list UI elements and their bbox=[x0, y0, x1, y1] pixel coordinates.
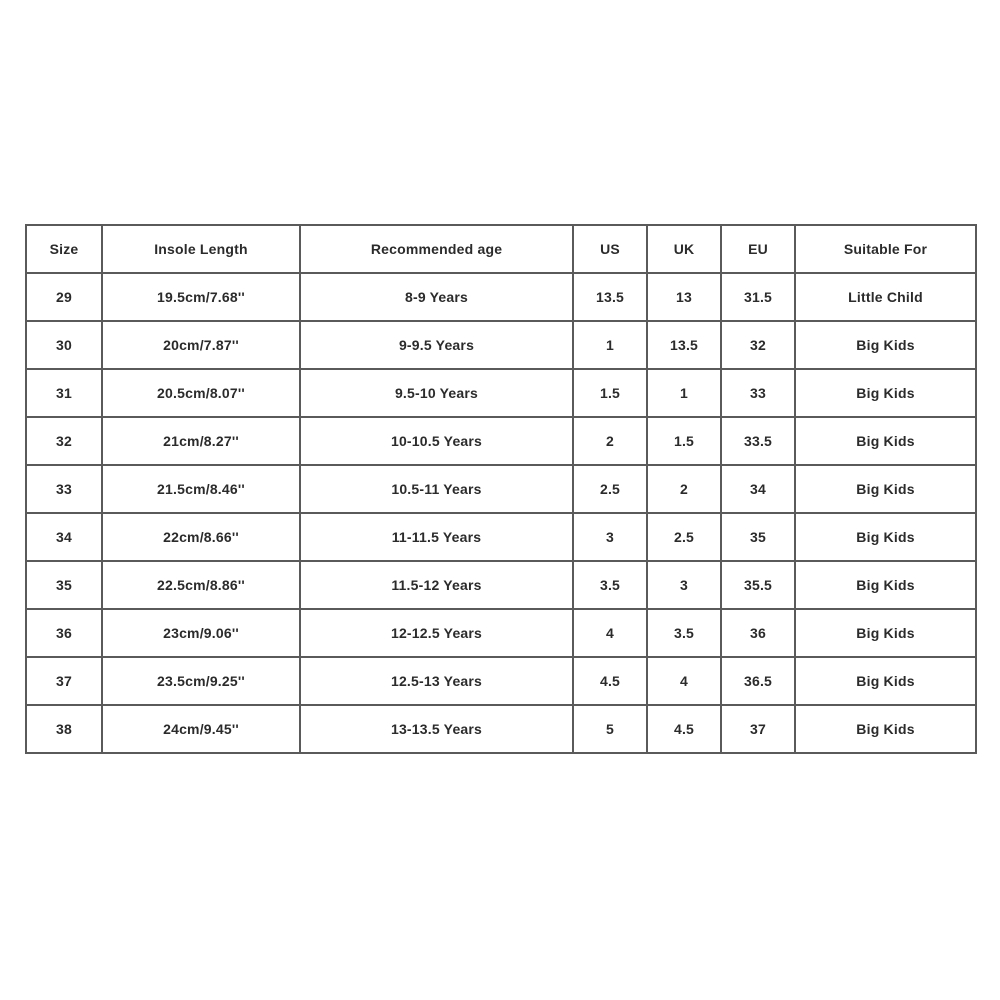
cell-insole-length: 20.5cm/8.07'' bbox=[102, 369, 300, 417]
cell-size: 31 bbox=[26, 369, 102, 417]
cell-eu: 31.5 bbox=[721, 273, 795, 321]
table-row bbox=[26, 561, 976, 609]
table-row bbox=[26, 417, 976, 465]
cell-uk: 2 bbox=[647, 465, 721, 513]
cell-recommended-age: 12.5-13 Years bbox=[300, 657, 573, 705]
cell-recommended-age: 12-12.5 Years bbox=[300, 609, 573, 657]
cell-size: 32 bbox=[26, 417, 102, 465]
cell-size: 30 bbox=[26, 321, 102, 369]
cell-suitable-for: Big Kids bbox=[795, 465, 976, 513]
cell-recommended-age: 9.5-10 Years bbox=[300, 369, 573, 417]
cell-uk: 2.5 bbox=[647, 513, 721, 561]
cell-size: 33 bbox=[26, 465, 102, 513]
cell-eu: 33.5 bbox=[721, 417, 795, 465]
header-insole-length: Insole Length bbox=[102, 225, 300, 273]
cell-suitable-for: Big Kids bbox=[795, 705, 976, 753]
cell-size: 36 bbox=[26, 609, 102, 657]
cell-eu: 35 bbox=[721, 513, 795, 561]
table-row bbox=[26, 513, 976, 561]
cell-recommended-age: 10-10.5 Years bbox=[300, 417, 573, 465]
cell-insole-length: 21cm/8.27'' bbox=[102, 417, 300, 465]
table-row bbox=[26, 705, 976, 753]
table-row bbox=[26, 609, 976, 657]
cell-suitable-for: Big Kids bbox=[795, 369, 976, 417]
cell-size: 34 bbox=[26, 513, 102, 561]
cell-size: 37 bbox=[26, 657, 102, 705]
cell-uk: 13 bbox=[647, 273, 721, 321]
table-row bbox=[26, 465, 976, 513]
cell-suitable-for: Big Kids bbox=[795, 561, 976, 609]
table-header-row bbox=[26, 225, 976, 273]
cell-eu: 32 bbox=[721, 321, 795, 369]
table-row bbox=[26, 273, 976, 321]
cell-us: 5 bbox=[573, 705, 647, 753]
header-us: US bbox=[573, 225, 647, 273]
cell-recommended-age: 8-9 Years bbox=[300, 273, 573, 321]
cell-eu: 36.5 bbox=[721, 657, 795, 705]
cell-uk: 3.5 bbox=[647, 609, 721, 657]
cell-suitable-for: Big Kids bbox=[795, 609, 976, 657]
cell-recommended-age: 10.5-11 Years bbox=[300, 465, 573, 513]
header-suitable-for: Suitable For bbox=[795, 225, 976, 273]
table-row bbox=[26, 321, 976, 369]
cell-suitable-for: Big Kids bbox=[795, 321, 976, 369]
cell-insole-length: 23cm/9.06'' bbox=[102, 609, 300, 657]
header-recommended-age: Recommended age bbox=[300, 225, 573, 273]
cell-eu: 37 bbox=[721, 705, 795, 753]
cell-us: 1.5 bbox=[573, 369, 647, 417]
cell-insole-length: 24cm/9.45'' bbox=[102, 705, 300, 753]
cell-insole-length: 21.5cm/8.46'' bbox=[102, 465, 300, 513]
table-row bbox=[26, 369, 976, 417]
cell-size: 35 bbox=[26, 561, 102, 609]
cell-insole-length: 23.5cm/9.25'' bbox=[102, 657, 300, 705]
cell-us: 3.5 bbox=[573, 561, 647, 609]
cell-uk: 1 bbox=[647, 369, 721, 417]
header-uk: UK bbox=[647, 225, 721, 273]
size-chart-table bbox=[25, 224, 977, 754]
cell-us: 2 bbox=[573, 417, 647, 465]
cell-recommended-age: 13-13.5 Years bbox=[300, 705, 573, 753]
cell-uk: 3 bbox=[647, 561, 721, 609]
cell-eu: 33 bbox=[721, 369, 795, 417]
cell-uk: 4.5 bbox=[647, 705, 721, 753]
cell-insole-length: 22cm/8.66'' bbox=[102, 513, 300, 561]
cell-us: 1 bbox=[573, 321, 647, 369]
cell-us: 4 bbox=[573, 609, 647, 657]
cell-suitable-for: Big Kids bbox=[795, 513, 976, 561]
cell-insole-length: 19.5cm/7.68'' bbox=[102, 273, 300, 321]
cell-eu: 35.5 bbox=[721, 561, 795, 609]
cell-suitable-for: Little Child bbox=[795, 273, 976, 321]
header-eu: EU bbox=[721, 225, 795, 273]
cell-us: 3 bbox=[573, 513, 647, 561]
cell-recommended-age: 11-11.5 Years bbox=[300, 513, 573, 561]
cell-uk: 4 bbox=[647, 657, 721, 705]
cell-insole-length: 20cm/7.87'' bbox=[102, 321, 300, 369]
cell-uk: 13.5 bbox=[647, 321, 721, 369]
table-row bbox=[26, 657, 976, 705]
cell-suitable-for: Big Kids bbox=[795, 417, 976, 465]
cell-eu: 34 bbox=[721, 465, 795, 513]
cell-size: 29 bbox=[26, 273, 102, 321]
cell-uk: 1.5 bbox=[647, 417, 721, 465]
cell-eu: 36 bbox=[721, 609, 795, 657]
cell-recommended-age: 11.5-12 Years bbox=[300, 561, 573, 609]
cell-us: 13.5 bbox=[573, 273, 647, 321]
cell-insole-length: 22.5cm/8.86'' bbox=[102, 561, 300, 609]
cell-us: 4.5 bbox=[573, 657, 647, 705]
header-size: Size bbox=[26, 225, 102, 273]
cell-us: 2.5 bbox=[573, 465, 647, 513]
cell-size: 38 bbox=[26, 705, 102, 753]
cell-recommended-age: 9-9.5 Years bbox=[300, 321, 573, 369]
cell-suitable-for: Big Kids bbox=[795, 657, 976, 705]
